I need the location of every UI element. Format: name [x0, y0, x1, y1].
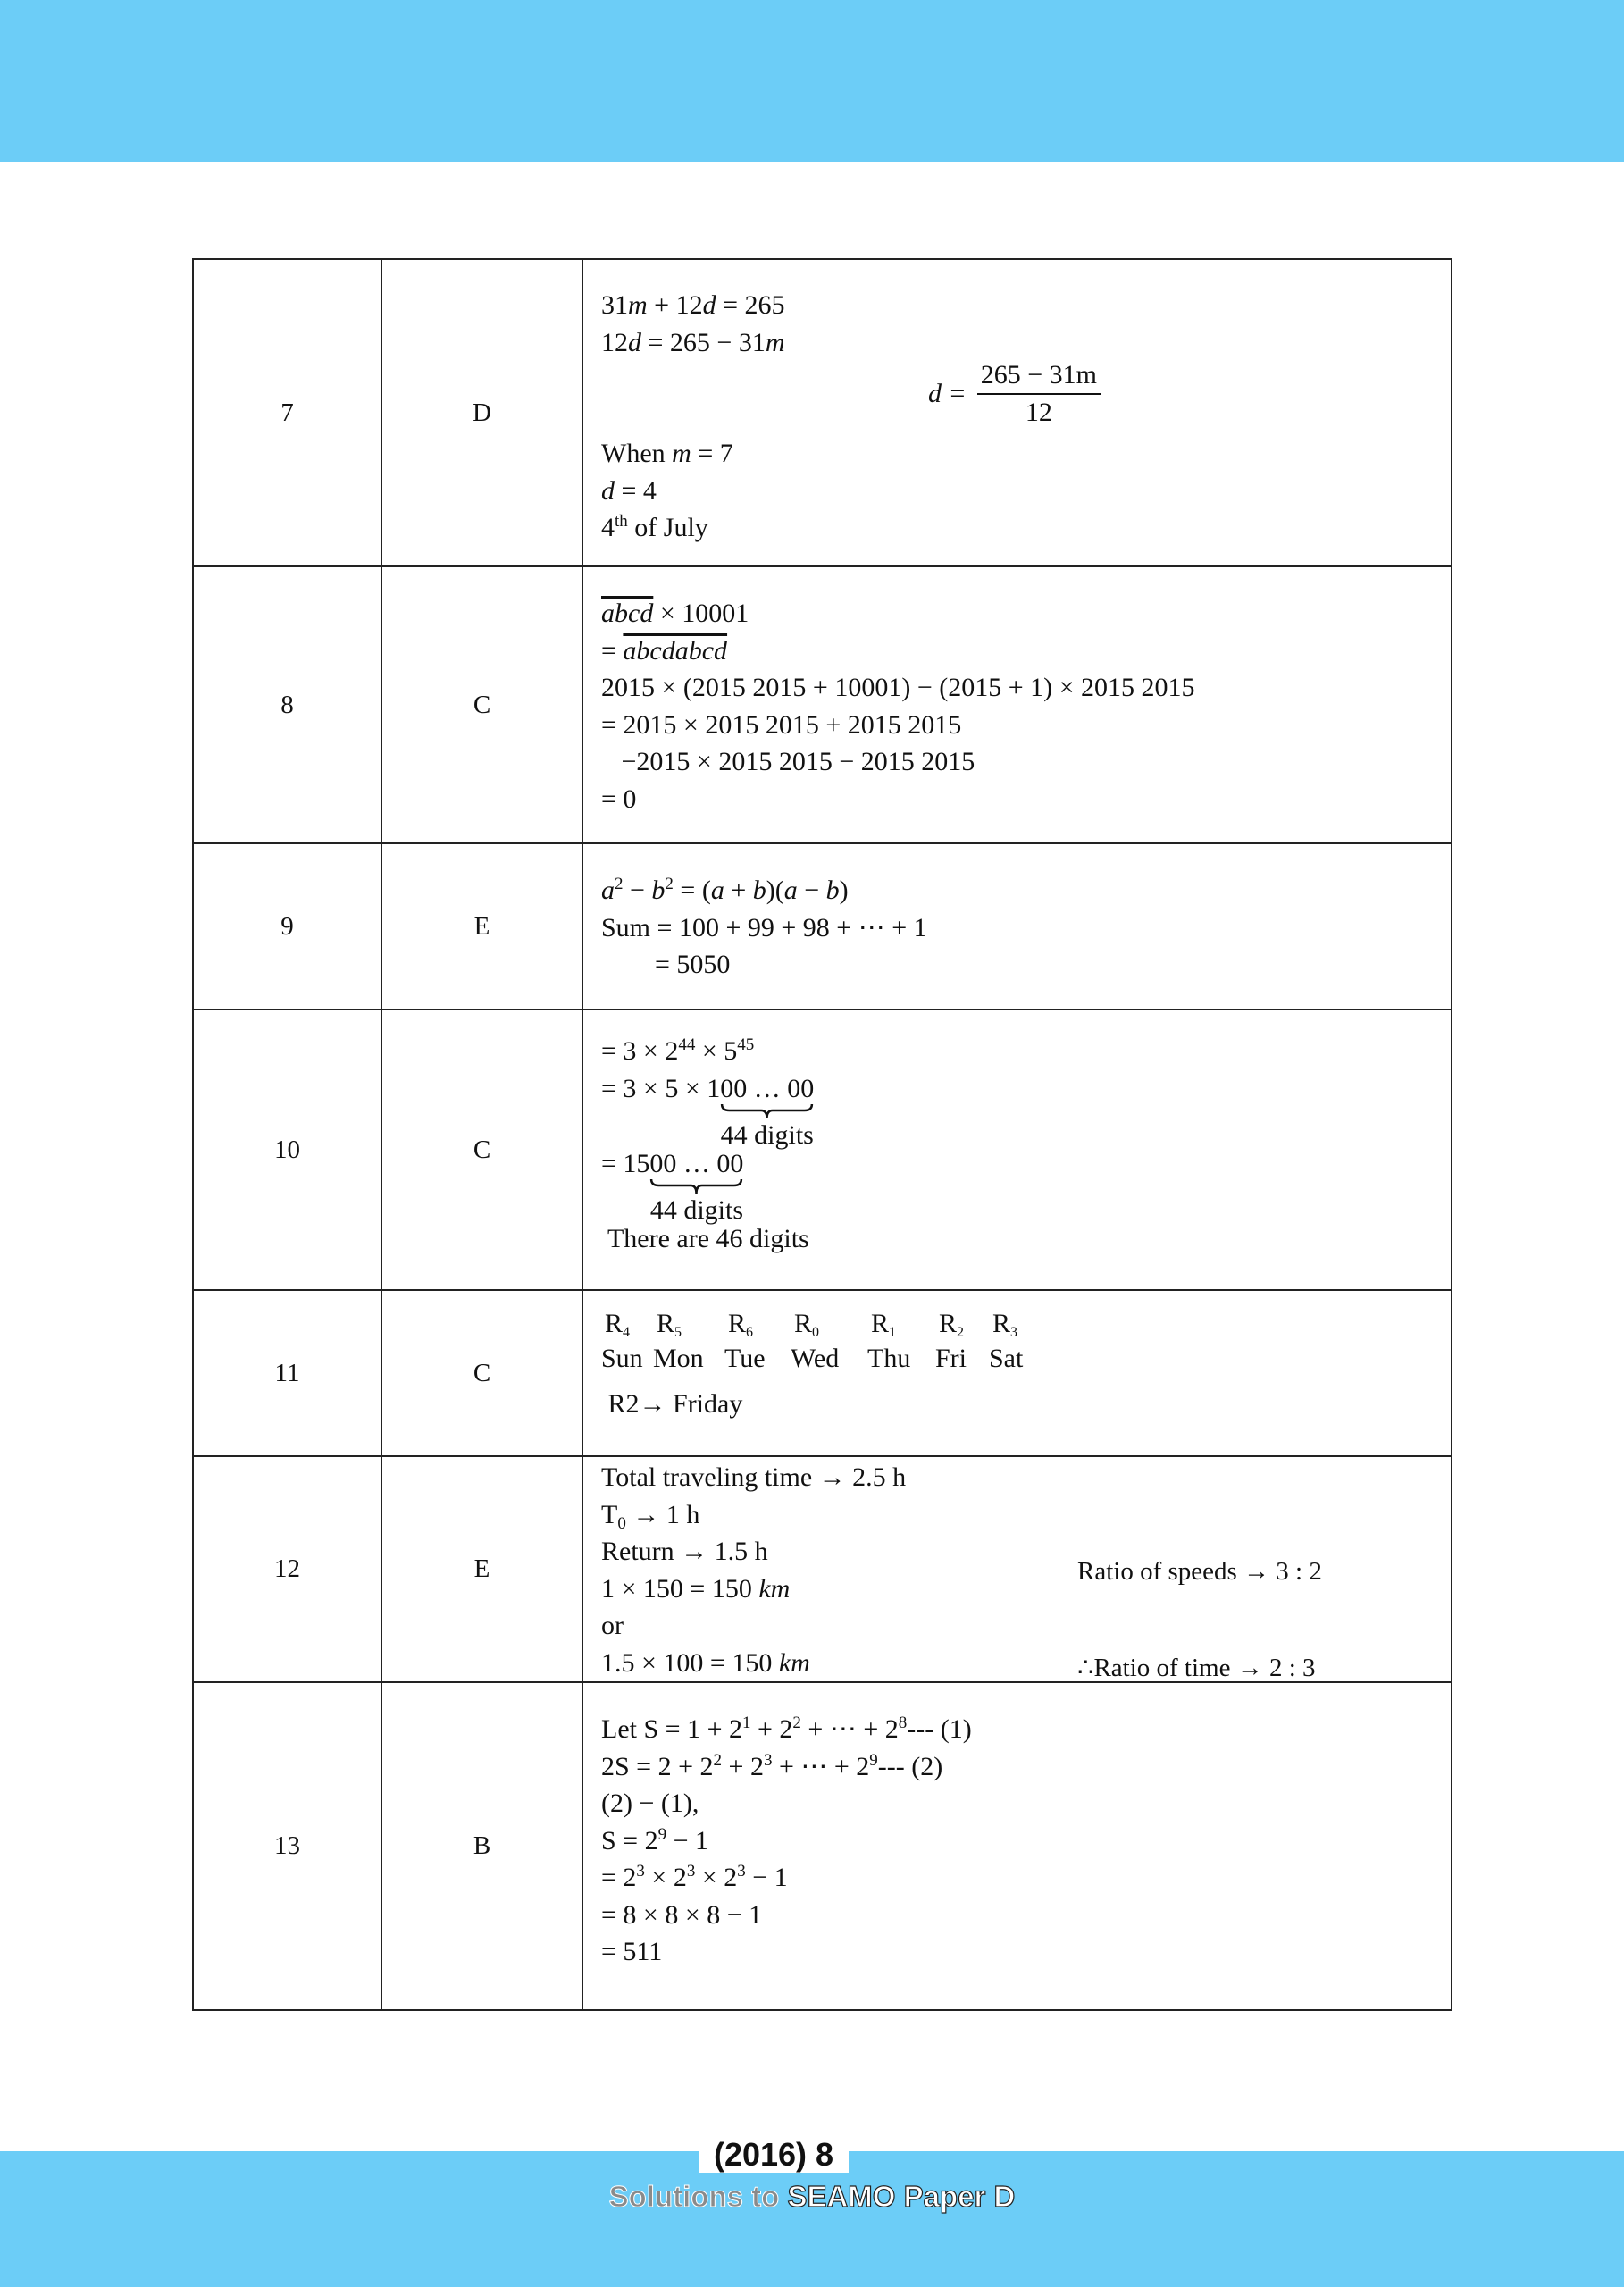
brace-label: 44 digits	[649, 1194, 744, 1225]
remainder-letter: R	[939, 1309, 958, 1338]
math-line	[601, 1645, 1451, 1682]
text-segment: 1.5 × 100 = 150	[601, 1647, 779, 1678]
math-line	[601, 1748, 1451, 1786]
fraction-denominator: 12	[1025, 398, 1052, 427]
text-segment: There are 46 digits	[601, 1223, 809, 1253]
math-line	[601, 1459, 1451, 1496]
text-segment: T	[601, 1499, 618, 1529]
text-segment: When	[601, 439, 673, 468]
text-segment: --- (2)	[877, 1751, 943, 1781]
superscript: th	[615, 512, 628, 531]
text-segment: (2) − (1),	[601, 1789, 699, 1818]
braced-digits: 00 … 00	[649, 1148, 744, 1178]
table-row	[193, 259, 1452, 566]
text-segment: → 1 h	[625, 1499, 700, 1529]
text-segment: Sum = 100 + 99 + 98 + ⋯ + 1	[601, 912, 927, 942]
text-segment: or	[601, 1611, 624, 1640]
remainder-letter: R	[728, 1309, 747, 1338]
text-segment: = 0	[601, 783, 637, 814]
math-line	[601, 707, 1451, 744]
text-segment: = 15	[601, 1148, 650, 1178]
text-segment: −2015 × 2015 2015 − 2015 2015	[601, 747, 975, 776]
variable: m	[765, 327, 785, 357]
superscript: 44	[678, 1035, 696, 1054]
answer: E	[381, 1456, 582, 1682]
variable: b	[651, 875, 666, 905]
underbrace-group	[649, 1145, 744, 1225]
math-line	[601, 743, 1451, 781]
superscript: 2	[792, 1713, 801, 1732]
superscript: 45	[737, 1035, 755, 1054]
text-segment: + ⋯ + 2	[772, 1751, 870, 1781]
superscript: 2	[615, 875, 624, 893]
variable: d	[601, 475, 615, 506]
text-segment: = 3 × 2	[601, 1036, 679, 1066]
superscript: 3	[763, 1750, 773, 1770]
remainder-label	[791, 1309, 867, 1339]
math-line	[601, 946, 1451, 984]
table-row	[193, 1456, 1452, 1682]
remainder-index: 4	[623, 1325, 631, 1340]
math-line	[601, 595, 1451, 632]
solution-cell	[582, 566, 1452, 843]
text-segment: − 1	[666, 1825, 709, 1856]
overlined-number: abcdabcd	[623, 635, 728, 666]
math-line	[601, 909, 1451, 947]
footer-title	[0, 2180, 1624, 2214]
table-row	[193, 1682, 1452, 2010]
table-row	[193, 566, 1452, 843]
math-line	[601, 781, 1451, 818]
math-line	[601, 473, 1451, 510]
table-row	[193, 843, 1452, 1009]
table-row	[193, 1009, 1452, 1290]
math-line	[601, 324, 1451, 362]
superscript: 2	[665, 875, 674, 893]
variable: b	[825, 875, 840, 905]
day-label: Fri	[935, 1344, 967, 1373]
text-segment: = 511	[601, 1937, 663, 1966]
question-number: 9	[193, 843, 381, 1009]
question-number: 7	[193, 259, 381, 566]
question-number: 13	[193, 1682, 381, 2010]
solution-cell	[582, 1682, 1452, 2010]
text-segment: −	[623, 875, 652, 905]
text-segment: −	[797, 875, 826, 905]
text-segment: = 2015 × 2015 2015 + 2015 2015	[601, 709, 962, 740]
question-number: 12	[193, 1456, 381, 1682]
remainder-index: 1	[889, 1325, 897, 1340]
text-segment: = 3 × 5 × 1	[601, 1073, 721, 1103]
solution-cell	[582, 1009, 1452, 1290]
table-row	[193, 1290, 1452, 1456]
underbrace-group	[720, 1070, 815, 1150]
footer-title-part1: Solutions to	[608, 2180, 788, 2213]
text-segment: = 265	[716, 290, 785, 320]
text-segment: × 2	[695, 1863, 738, 1892]
superscript: 3	[636, 1862, 645, 1881]
text-segment: --- (1)	[907, 1714, 972, 1744]
remainder-letter: R	[605, 1309, 624, 1338]
conclusion: R2→ Friday	[601, 1389, 743, 1419]
ratio-time: ∴Ratio of time → 2 : 3	[1077, 1654, 1316, 1682]
page-number: (2016) 8	[699, 2137, 849, 2173]
text-segment: = 7	[691, 439, 733, 468]
text-segment: = 8 × 8 × 8 − 1	[601, 1899, 763, 1930]
math-line	[601, 435, 1451, 473]
text-segment: =	[601, 635, 624, 666]
answer: B	[381, 1682, 582, 2010]
text-segment: = 5050	[601, 950, 731, 979]
variable: a	[783, 875, 798, 905]
remainder-label	[989, 1309, 1042, 1339]
text-segment: Return → 1.5 h	[601, 1537, 768, 1566]
variable: km	[778, 1647, 810, 1678]
math-line	[601, 1033, 1451, 1070]
remainder-label	[601, 1309, 653, 1339]
math-line	[601, 1933, 1451, 1971]
solution-cell	[582, 1456, 1452, 1682]
solutions-table	[192, 258, 1452, 2011]
remainder-label	[867, 1309, 935, 1339]
text-segment: × 2	[644, 1863, 687, 1892]
math-line	[601, 632, 1451, 670]
text-segment: = 4	[615, 475, 657, 506]
math-line	[601, 1897, 1451, 1934]
solution-cell	[582, 1290, 1452, 1456]
solution-cell	[582, 259, 1452, 566]
remainder-index: 6	[746, 1325, 754, 1340]
remainder-index: 3	[1010, 1325, 1018, 1340]
math-line	[601, 1785, 1451, 1822]
ratio-speeds: Ratio of speeds → 3 : 2	[1077, 1557, 1322, 1586]
math-line	[601, 1496, 1451, 1534]
fraction	[928, 357, 1101, 431]
fraction-lhs: d =	[928, 379, 967, 408]
superscript: 8	[898, 1713, 908, 1732]
variable: d	[628, 327, 641, 357]
subscript: 0	[617, 1513, 626, 1533]
footer-title-part2: SEAMO Paper D	[787, 2180, 1016, 2213]
math-line	[601, 509, 1451, 547]
variable: b	[752, 875, 766, 905]
question-number: 11	[193, 1290, 381, 1456]
text-segment: 1 × 150 = 150	[601, 1573, 759, 1604]
math-line	[601, 1859, 1451, 1897]
text-segment: × 10001	[653, 599, 749, 628]
text-segment: S = 2	[601, 1825, 658, 1856]
variable: km	[758, 1573, 791, 1604]
question-number: 10	[193, 1009, 381, 1290]
superscript: 1	[742, 1713, 751, 1732]
answer: C	[381, 566, 582, 843]
remainder-index: 5	[674, 1325, 682, 1340]
text-segment: = 2	[601, 1863, 637, 1892]
day-label: Tue	[724, 1344, 766, 1373]
math-line	[601, 1070, 1451, 1150]
overlined-number: abcd	[601, 599, 654, 628]
text-segment: 4	[601, 513, 615, 542]
superscript: 9	[869, 1750, 878, 1770]
text-segment: 31	[601, 290, 628, 320]
day-label: Mon	[653, 1344, 704, 1373]
question-number: 8	[193, 566, 381, 843]
text-segment: )	[839, 875, 849, 905]
text-segment: × 5	[695, 1036, 738, 1066]
day-label: Sat	[989, 1344, 1024, 1373]
variable: a	[710, 875, 724, 905]
remainder-index: 0	[812, 1325, 820, 1340]
answer: C	[381, 1009, 582, 1290]
fraction-numerator: 265 − 31m	[977, 357, 1101, 395]
text-segment: of July	[627, 513, 708, 542]
variable: m	[672, 439, 691, 468]
text-segment: )(	[766, 875, 784, 905]
text-segment: + 12	[647, 290, 703, 320]
math-line	[601, 872, 1451, 909]
superscript: 3	[737, 1862, 746, 1881]
remainder-letter: R	[992, 1309, 1011, 1338]
text-segment: 12	[601, 327, 628, 357]
remainder-index: 2	[957, 1325, 965, 1340]
superscript: 2	[713, 1750, 723, 1770]
day-label: Thu	[867, 1344, 911, 1373]
superscript: 3	[686, 1862, 696, 1881]
text-segment: + 2	[750, 1714, 793, 1744]
text-segment: +	[724, 875, 753, 905]
remainder-letter: R	[657, 1309, 675, 1338]
text-segment: = (	[673, 875, 711, 905]
text-segment: 2015 × (2015 2015 + 10001) − (2015 + 1) × 2015 2015	[601, 673, 1195, 702]
text-segment: 2S = 2 + 2	[601, 1751, 714, 1781]
math-line	[601, 1822, 1451, 1860]
remainder-day-grid	[601, 1309, 1451, 1378]
math-line	[601, 287, 1451, 324]
variable: m	[628, 290, 648, 320]
text-segment: − 1	[745, 1863, 788, 1892]
text-segment: = 265 − 31	[641, 327, 766, 357]
superscript: 9	[657, 1824, 667, 1844]
math-line	[601, 669, 1451, 707]
braced-digits: 00 … 00	[720, 1073, 815, 1103]
remainder-letter: R	[794, 1309, 813, 1338]
math-line	[601, 1607, 1451, 1645]
brace-label: 44 digits	[720, 1119, 814, 1150]
remainder-letter: R	[871, 1309, 890, 1338]
text-segment: Let S = 1 + 2	[601, 1714, 742, 1744]
variable: d	[702, 290, 716, 320]
fraction-line	[601, 361, 1451, 435]
answer: C	[381, 1290, 582, 1456]
solution-cell	[582, 843, 1452, 1009]
math-line	[601, 1571, 1451, 1608]
header-band	[0, 0, 1624, 162]
answer: D	[381, 259, 582, 566]
answer: E	[381, 843, 582, 1009]
text-segment: + ⋯ + 2	[800, 1714, 899, 1744]
variable: a	[601, 875, 615, 905]
remainder-label	[724, 1309, 791, 1339]
remainder-label	[935, 1309, 989, 1339]
math-line	[601, 1145, 1451, 1225]
day-label: Wed	[791, 1344, 840, 1373]
text-segment: Total traveling time → 2.5 h	[601, 1462, 907, 1492]
remainder-label	[653, 1309, 724, 1339]
day-label: Sun	[601, 1344, 643, 1373]
math-line	[601, 1533, 1451, 1571]
math-line	[601, 1711, 1451, 1748]
text-segment: + 2	[722, 1751, 764, 1781]
